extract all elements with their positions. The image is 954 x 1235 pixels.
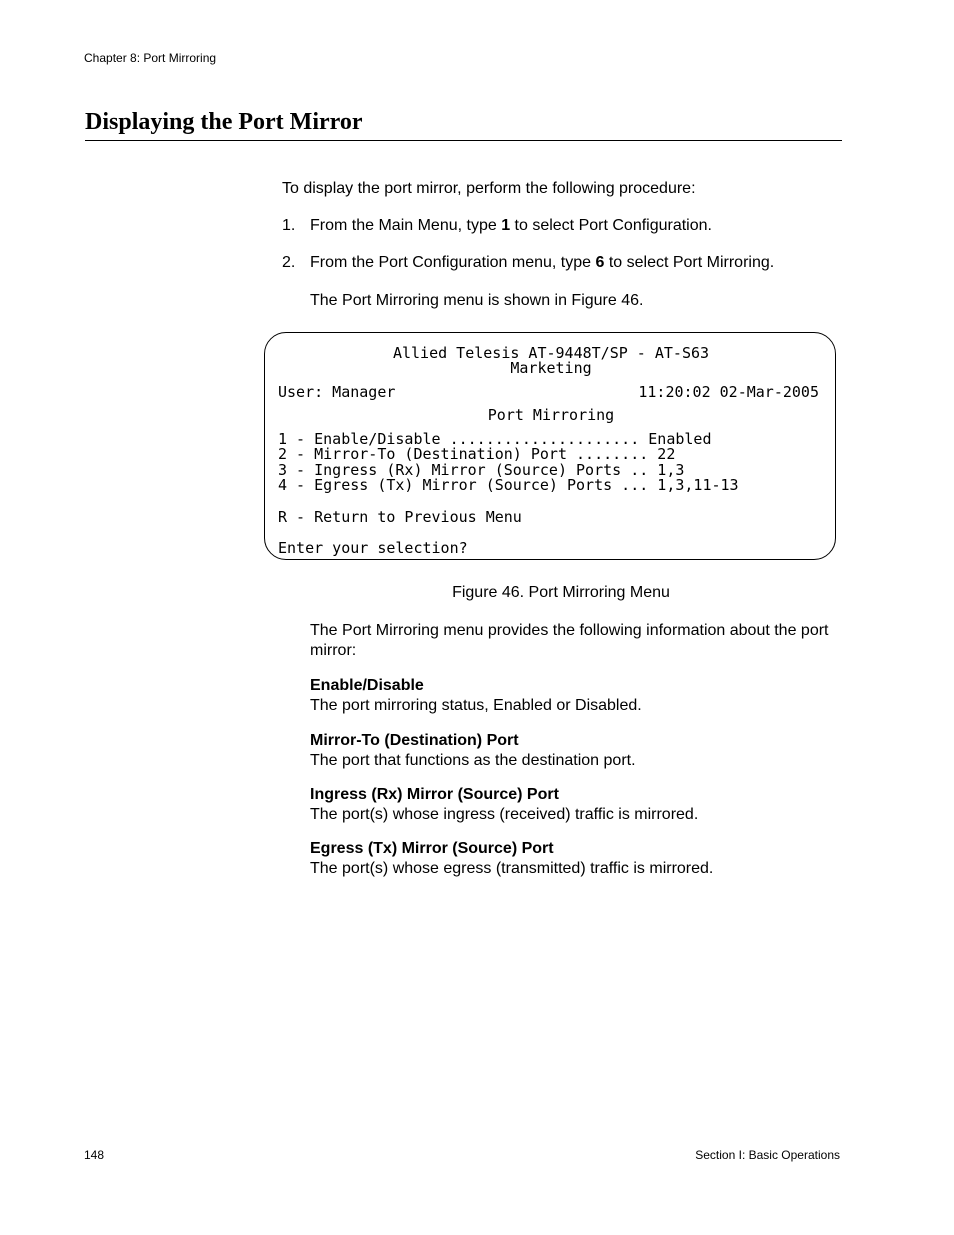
- step-text: [310, 253, 774, 273]
- terminal-menu-item-3: 3 - Ingress (Rx) Mirror (Source) Ports .. 1,3: [278, 461, 685, 479]
- terminal-title-line: Allied Telesis AT-9448T/SP - AT-S63: [392, 344, 710, 362]
- step-number: 2.: [282, 254, 296, 271]
- step-number: 1.: [282, 217, 296, 234]
- definition-mirror-to: [310, 731, 636, 771]
- terminal-prompt: Enter your selection?: [278, 539, 468, 557]
- definition-term: Enable/Disable: [310, 677, 424, 694]
- procedure-intro: To display the port mirror, perform the following procedure:: [282, 180, 696, 197]
- definition-term: Mirror-To (Destination) Port: [310, 732, 519, 749]
- running-foot: Section I: Basic Operations: [695, 1148, 840, 1162]
- step-text-pre: From the Port Configuration menu, type: [310, 254, 596, 271]
- figure-caption: [0, 584, 954, 602]
- terminal-return-item: R - Return to Previous Menu: [278, 508, 522, 526]
- definition-text: The port that functions as the destination port.: [310, 752, 636, 769]
- definition-term: Ingress (Rx) Mirror (Source) Port: [310, 786, 559, 803]
- title-rule: [85, 140, 842, 141]
- definition-text: The port(s) whose egress (transmitted) traffic is mirrored.: [310, 860, 714, 877]
- terminal-menu-item-1: 1 - Enable/Disable ..................... Enabled: [278, 430, 712, 448]
- terminal-screen: [264, 332, 836, 560]
- page-number: 148: [84, 1148, 105, 1162]
- terminal-user-line: User: Manager: [278, 383, 396, 401]
- step-key: 1: [501, 217, 511, 234]
- definition-enable-disable: [310, 676, 642, 716]
- running-head: Chapter 8: Port Mirroring: [84, 51, 217, 65]
- terminal-menu-title: Port Mirroring: [487, 406, 615, 424]
- description-intro: The Port Mirroring menu provides the following information about the port mirror:: [310, 622, 829, 659]
- step-text-post: to select Port Mirroring.: [604, 254, 775, 271]
- step-text: [310, 216, 712, 236]
- step-text-pre: From the Main Menu, type: [310, 217, 502, 234]
- terminal-time-line: 11:20:02 02-Mar-2005: [638, 383, 819, 401]
- figure-caption-text: Figure 46. Port Mirroring Menu: [452, 584, 670, 601]
- terminal-menu-item-2: 2 - Mirror-To (Destination) Port ........ 22: [278, 445, 676, 463]
- definition-text: The port mirroring status, Enabled or Disabled.: [310, 697, 642, 714]
- definition-ingress: [310, 785, 698, 825]
- definition-term: Egress (Tx) Mirror (Source) Port: [310, 840, 554, 857]
- terminal-subtitle-line: Marketing: [510, 359, 592, 377]
- procedure-after-note: The Port Mirroring menu is shown in Figure 46.: [310, 292, 644, 309]
- section-title: Displaying the Port Mirror: [85, 109, 363, 135]
- step-key: 6: [595, 254, 605, 271]
- step-text-post: to select Port Configuration.: [510, 217, 712, 234]
- definition-egress: [310, 839, 713, 879]
- terminal-menu-item-4: 4 - Egress (Tx) Mirror (Source) Ports ... 1,3,11-13: [278, 476, 739, 494]
- definition-text: The port(s) whose ingress (received) traffic is mirrored.: [310, 806, 699, 823]
